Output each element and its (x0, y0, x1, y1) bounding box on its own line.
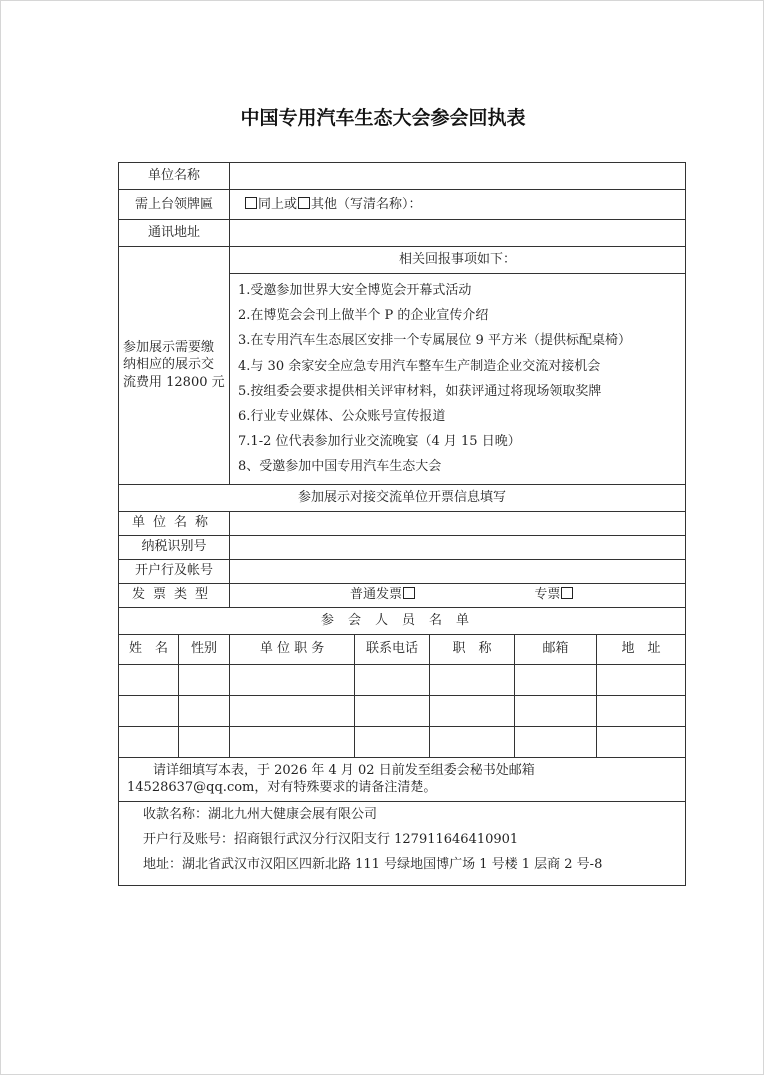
normal-invoice-label: 普通发票 (350, 587, 403, 603)
bank-account-info: 开户行及账号：招商银行武汉分行汉阳支行 127911646410901 (143, 831, 519, 847)
column-header: 地 址 (597, 634, 686, 664)
special-invoice-label: 专票 (534, 587, 561, 603)
invoice-header: 参加展示对接交流单位开票信息填写 (119, 484, 686, 511)
special-invoice-checkbox[interactable] (561, 587, 573, 599)
registration-form (118, 162, 686, 886)
attendee-cell[interactable] (230, 726, 355, 757)
note-text: 请详细填写本表，于 2026 年 4 月 02 日前发至组委会秘书处邮箱 14528637@qq.com，对有特殊要求的请备注清楚。 (127, 762, 535, 796)
list-item: 6.行业专业媒体、公众账号宣传报道 (238, 408, 446, 424)
column-header: 联系电话 (355, 634, 430, 664)
other-checkbox[interactable] (298, 197, 310, 209)
list-item: 8、受邀参加中国专用汽车生态大会 (238, 459, 442, 475)
payee-address: 地址：湖北省武汉市汉阳区四新北路 111 号绿地国博广场 1 号楼 1 层商 2 号-8 (143, 856, 603, 872)
same-checkbox[interactable] (245, 197, 257, 209)
invoice-type-options (230, 583, 686, 607)
page-title: 中国专用汽车生态大会参会回执表 (240, 107, 526, 129)
invoice-company-field[interactable] (230, 511, 686, 535)
address-label: 通讯地址 (119, 220, 230, 247)
plaque-label: 需上台领牌匾 (119, 190, 230, 220)
attendee-cell[interactable] (597, 726, 686, 757)
attendee-cell[interactable] (119, 664, 179, 695)
returns-header: 相关回报事项如下： (230, 247, 686, 274)
attendee-cell[interactable] (355, 664, 430, 695)
submission-note (119, 757, 686, 801)
table-row (119, 695, 686, 726)
attendee-cell[interactable] (230, 695, 355, 726)
attendee-cell[interactable] (119, 695, 179, 726)
plaque-options (230, 190, 686, 220)
attendee-cell[interactable] (355, 726, 430, 757)
payee-name: 收款名称：湖北九州大健康会展有限公司 (143, 806, 378, 822)
attendee-cell[interactable] (230, 664, 355, 695)
bank-account-field[interactable] (230, 559, 686, 583)
list-item: 2.在博览会会刊上做半个 P 的企业宣传介绍 (238, 308, 489, 324)
company-name-field[interactable] (230, 163, 686, 190)
column-header: 性别 (179, 634, 230, 664)
normal-invoice-checkbox[interactable] (403, 587, 415, 599)
attendee-cell[interactable] (515, 695, 597, 726)
other-option-label: 其他（写清名称）： (311, 196, 422, 212)
attendees-header: 参会人员名单 (119, 607, 686, 634)
column-header: 职 称 (430, 634, 515, 664)
table-row (119, 664, 686, 695)
attendee-cell[interactable] (430, 664, 515, 695)
list-item: 7.1-2 位代表参加行业交流晚宴（4 月 15 日晚） (238, 434, 521, 450)
company-name-label: 单位名称 (119, 163, 230, 190)
attendee-cell[interactable] (515, 664, 597, 695)
table-row (119, 726, 686, 757)
attendee-cell[interactable] (430, 726, 515, 757)
bank-account-label: 开户行及帐号 (119, 559, 230, 583)
returns-list (230, 274, 686, 485)
attendee-cell[interactable] (515, 726, 597, 757)
address-field[interactable] (230, 220, 686, 247)
column-header: 姓 名 (119, 634, 179, 664)
same-option-label: 同上或 (258, 196, 298, 212)
column-header: 邮箱 (515, 634, 597, 664)
attendee-cell[interactable] (355, 695, 430, 726)
exhibit-fee-info: 参加展示需要缴纳相应的展示交流费用 12800 元 (119, 247, 230, 485)
invoice-type-label: 发票类型 (119, 583, 230, 607)
attendee-cell[interactable] (597, 695, 686, 726)
list-item: 4.与 30 余家安全应急专用汽车整车生产制造企业交流对接机会 (238, 358, 601, 374)
attendee-cell[interactable] (597, 664, 686, 695)
list-item: 3.在专用汽车生态展区安排一个专属展位 9 平方米（提供标配桌椅） (238, 333, 631, 349)
tax-id-label: 纳税识别号 (119, 535, 230, 559)
attendee-cell[interactable] (179, 695, 230, 726)
payment-info (119, 801, 686, 885)
attendee-cell[interactable] (179, 664, 230, 695)
list-item: 5.按组委会要求提供相关评审材料，如获评通过将现场领取奖牌 (238, 383, 602, 399)
column-header: 单 位 职 务 (230, 634, 355, 664)
invoice-company-label: 单位名称 (119, 511, 230, 535)
list-item: 1.受邀参加世界大安全博览会开幕式活动 (238, 283, 472, 298)
attendee-cell[interactable] (430, 695, 515, 726)
attendee-cell[interactable] (119, 726, 179, 757)
tax-id-field[interactable] (230, 535, 686, 559)
attendee-cell[interactable] (179, 726, 230, 757)
